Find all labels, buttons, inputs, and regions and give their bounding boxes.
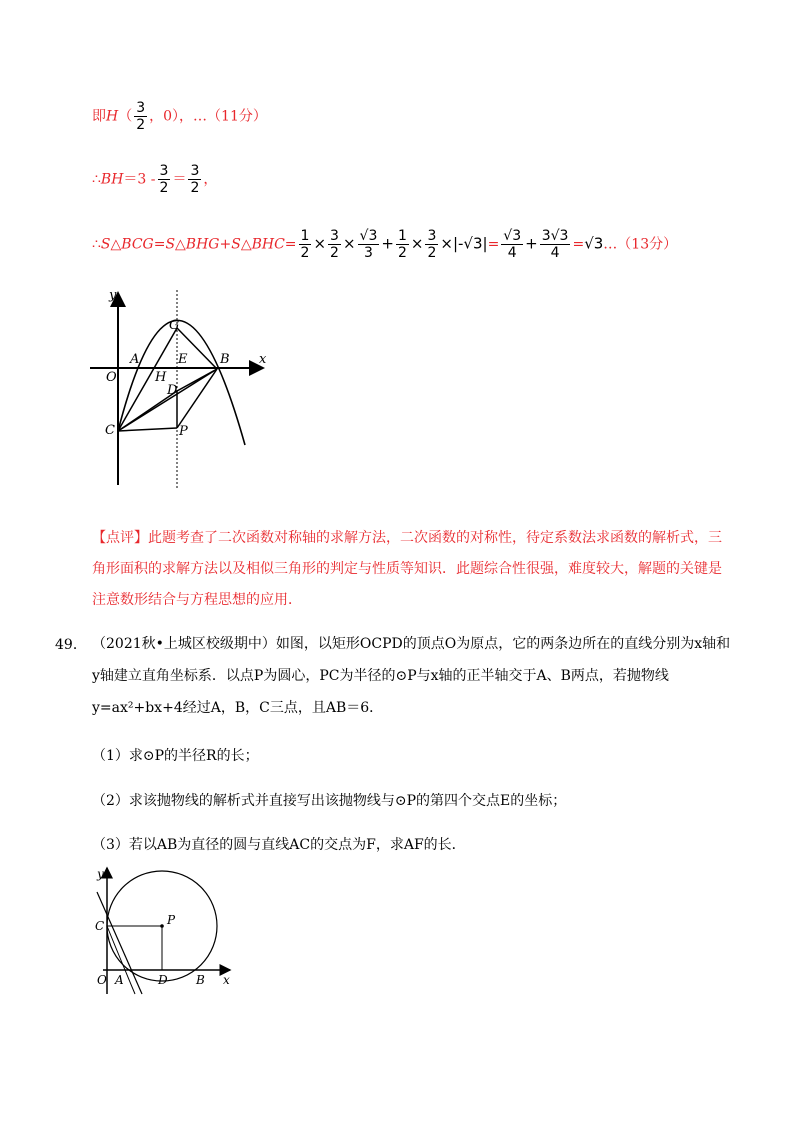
fraction — [299, 228, 312, 261]
fraction — [540, 228, 571, 261]
solution-line-area — [92, 228, 677, 261]
label-o: O — [97, 973, 107, 987]
times: × — [342, 234, 356, 253]
problem-stem — [92, 628, 732, 724]
therefore-symbol: ∴ — [92, 171, 101, 188]
segment-pb — [177, 369, 217, 428]
label-d: D — [158, 973, 168, 987]
absolute-value: |-√3| — [452, 234, 488, 253]
plus: + — [381, 234, 394, 253]
denominator: 2 — [300, 245, 310, 261]
label-x: x — [223, 973, 230, 987]
question-1: （1）求⊙P的半径R的长； — [92, 748, 259, 764]
label-c: C — [105, 423, 115, 438]
label-a: A — [130, 352, 140, 367]
plus: + — [525, 234, 538, 253]
solution-line-bh — [92, 163, 217, 196]
comma: ， — [203, 171, 218, 188]
fraction — [134, 100, 147, 133]
question-2: （2）求该抛物线的解析式并直接写出该抛物线与⊙P的第四个交点E的坐标； — [92, 793, 567, 809]
point-p — [160, 924, 164, 928]
denominator: 2 — [159, 180, 169, 196]
problem-source: （2021秋•上城区校级期中） — [92, 636, 276, 652]
denominator: 4 — [507, 245, 517, 261]
denominator: 2 — [136, 117, 146, 133]
therefore-symbol: ∴ — [92, 236, 101, 253]
h-open: （ — [118, 108, 133, 125]
equals: ＝ — [172, 171, 187, 188]
bh-var: BH — [100, 171, 124, 188]
label-b: B — [196, 973, 205, 987]
problem-text: 如图，以矩形OCPD的顶点O为原点，它的两条边所在的直线分别为x轴和y轴建立直角坐标系．以点P为圆心，PC为半径的⊙P与x轴的正半轴交于A、B两点，若抛物线y=ax²+bx+4经过A，B，C三点，且AB＝6． — [92, 636, 731, 716]
numerator: 3√3 — [541, 228, 569, 244]
numerator: √3 — [503, 228, 522, 244]
denominator: 3 — [363, 245, 373, 261]
result: √3 — [584, 234, 604, 253]
denominator: 2 — [397, 245, 407, 261]
label-y: y — [97, 867, 104, 881]
question-3: （3）若以AB为直径的圆与直线AC的交点为F，求AF的长． — [92, 837, 466, 853]
score-note: …（13分） — [603, 236, 678, 253]
numerator: 1 — [397, 228, 407, 244]
bh-eq: ＝3 - — [123, 171, 156, 188]
parabola-figure — [85, 285, 285, 495]
numerator: √3 — [359, 228, 378, 244]
fraction — [396, 228, 409, 261]
times: × — [313, 234, 327, 253]
problem-number: 49． — [55, 637, 87, 653]
circle-figure — [85, 862, 245, 997]
h-var: H — [106, 108, 119, 125]
label-p: P — [167, 913, 176, 927]
fraction — [188, 163, 201, 196]
numerator: 3 — [159, 163, 169, 179]
numerator: 3 — [190, 163, 200, 179]
times: × — [410, 234, 424, 253]
fraction — [501, 228, 523, 261]
label-a: A — [115, 973, 124, 987]
segment-cp — [118, 428, 177, 431]
denominator: 2 — [330, 245, 339, 261]
label-y: y — [109, 288, 117, 303]
numerator: 3 — [330, 228, 339, 244]
denominator: 2 — [427, 245, 437, 261]
solution-line-h — [92, 100, 267, 133]
area-expression: S△BCG=S△BHG+S△BHC= — [100, 236, 297, 253]
segment-db — [177, 369, 217, 391]
label-o: O — [106, 370, 117, 385]
fraction — [358, 228, 380, 261]
denominator: 4 — [550, 245, 560, 261]
numerator: 3 — [427, 228, 437, 244]
denominator: 2 — [190, 180, 200, 196]
label-p: P — [179, 424, 188, 439]
fraction — [328, 228, 341, 261]
h-rest: ，0），…（11分） — [149, 108, 267, 125]
label-g: G — [169, 318, 180, 333]
equals: = — [572, 236, 585, 253]
fraction — [425, 228, 438, 261]
label-b: B — [220, 352, 230, 367]
times: × — [440, 234, 453, 253]
numerator: 3 — [136, 100, 146, 116]
label-h: H — [155, 370, 167, 385]
label-d: D — [167, 383, 178, 398]
review-paragraph: 【点评】此题考查了二次函数对称轴的求解方法，二次函数的对称性，待定系数法求函数的解析式，三角形面积的求解方法以及相似三角形的判定与性质等知识．此题综合性很强，难度较大，解题的关键是注意数形结合与方程思想的应用． — [92, 530, 722, 608]
label-e: E — [178, 352, 188, 367]
h-prefix: 即 — [92, 108, 106, 125]
numerator: 1 — [300, 228, 310, 244]
equals: = — [487, 236, 500, 253]
fraction — [158, 163, 171, 196]
label-x: x — [259, 352, 267, 367]
segment-cg — [118, 328, 177, 431]
label-c: C — [95, 919, 105, 933]
